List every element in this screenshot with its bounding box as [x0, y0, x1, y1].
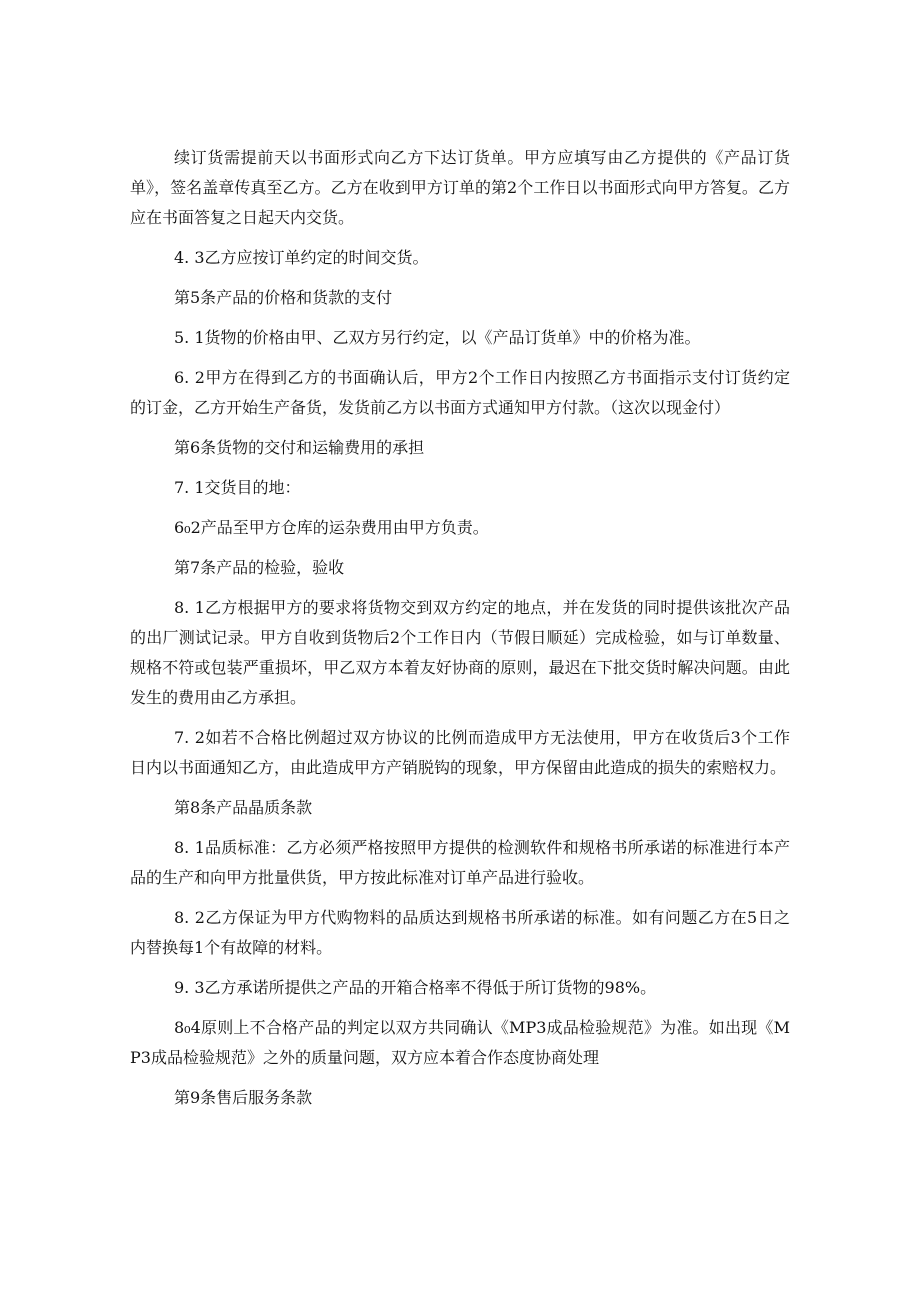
paragraph-5-1: 5. 1货物的价格由甲、乙双方另行约定，以《产品订货单》中的价格为准。 — [174, 328, 701, 347]
paragraph-4-3: 4. 3乙方应按订单约定的时间交货。 — [174, 248, 429, 267]
paragraph-6-2: 6. 2甲方在得到乙方的书面确认后，甲方2个工作日内按照乙方书面指示支付订货约定的订金，乙方开始生产备货，发货前乙方以书面方式通知甲方付款。（这次以现金付） — [130, 368, 790, 417]
paragraph-8-1-inspection: 8. 1乙方根据甲方的要求将货物交到双方约定的地点，并在发货的同时提供该批次产品的出厂测试记录。甲方自收到货物后2个工作日内（节假日顺延）完成检验，如与订单数量、规格不符或包装严重损坏，甲乙双方本着友好协商的原则，最迟在下批交货时解决问题。由此发生的费用由乙方承担。 — [130, 598, 790, 707]
heading-article-7: 第7条产品的检验，验收 — [174, 558, 345, 577]
paragraph-8-0-4: 8₀4原则上不合格产品的判定以双方共同确认《MP3成品检验规范》为准。如出现《MP3成品检验规范》之外的质量问题，双方应本着合作态度协商处理 — [130, 1018, 790, 1067]
paragraph-7-2: 7. 2如若不合格比例超过双方协议的比例而造成甲方无法使用，甲方在收货后3个工作日内以书面通知乙方，由此造成甲方产销脱钩的现象，甲方保留由此造成的损失的索赔权力。 — [130, 728, 790, 777]
heading-article-8: 第8条产品晶质条款 — [174, 798, 313, 817]
document-body — [130, 143, 790, 1123]
paragraph-6-0-2: 6₀2产品至甲方仓库的运杂费用由甲方负责。 — [174, 518, 489, 537]
heading-article-5: 第5条产品的价格和货款的支付 — [174, 288, 393, 307]
paragraph-7-1: 7. 1交货目的地： — [174, 478, 301, 497]
paragraph-8-2: 8. 2乙方保证为甲方代购物料的品质达到规格书所承诺的标准。如有问题乙方在5日之内替换每1个有故障的材料。 — [130, 908, 790, 957]
paragraph-9-3: 9. 3乙方承诺所提供之产品的开箱合格率不得低于所订货物的98%。 — [174, 978, 657, 997]
paragraph-8-1-quality: 8. 1品质标准：乙方必须严格按照甲方提供的检测软件和规格书所承诺的标准进行本产品的生产和向甲方批量供货，甲方按此标准对订单产品进行验收。 — [130, 838, 790, 887]
heading-article-6: 第6条货物的交付和运输费用的承担 — [174, 438, 425, 457]
heading-article-9: 第9条售后服务条款 — [174, 1088, 313, 1107]
paragraph-order-terms: 续订货需提前天以书面形式向乙方下达订货单。甲方应填写由乙方提供的《产品订货单》，签名盖章传真至乙方。乙方在收到甲方订单的第2个工作日以书面形式向甲方答复。乙方应在书面答复之日起天内交货。 — [130, 148, 790, 227]
